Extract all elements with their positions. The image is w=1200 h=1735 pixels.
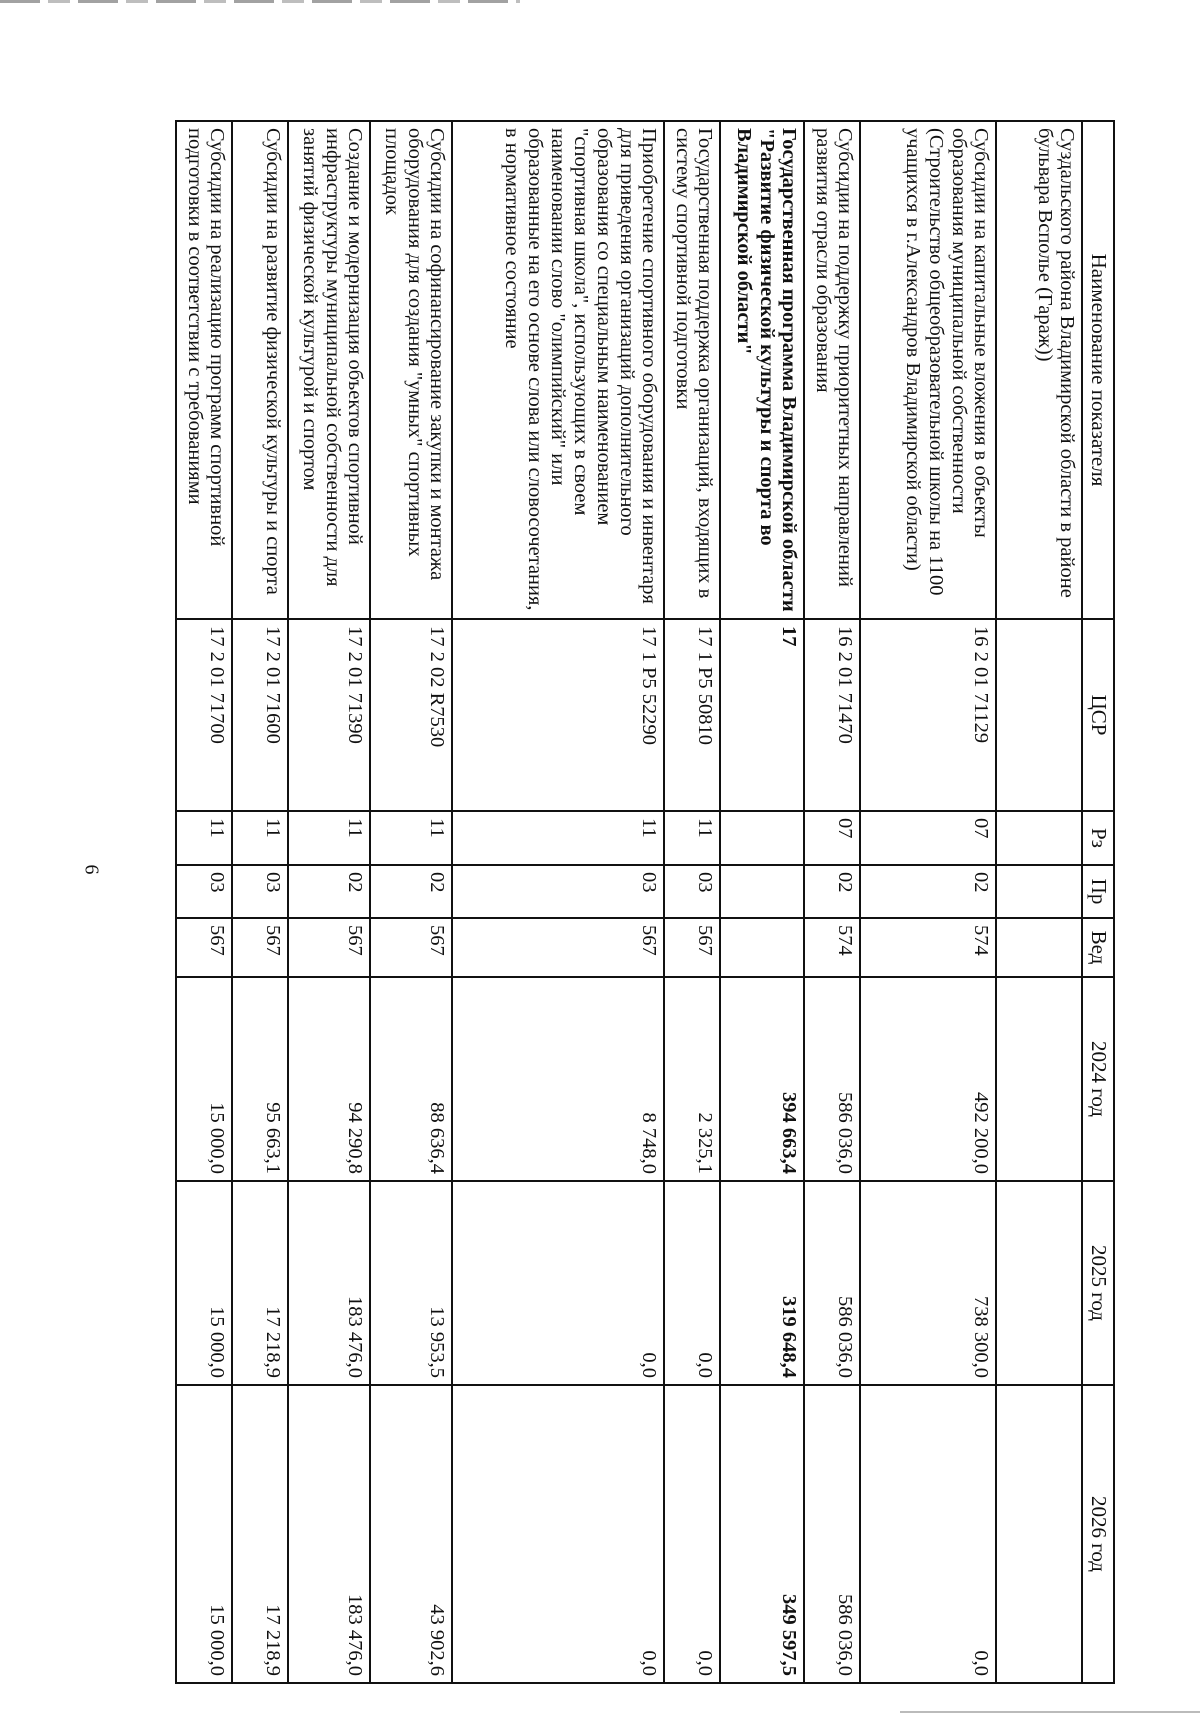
cell-pr: 02 bbox=[288, 865, 370, 918]
cell-2026 bbox=[996, 1385, 1082, 1683]
cell-csr: 17 bbox=[720, 619, 804, 811]
header-pr: Пр bbox=[1082, 865, 1114, 918]
cell-csr: 17 2 01 71390 bbox=[288, 619, 370, 811]
cell-name: Субсидии на развитие физической культуры и спорта bbox=[232, 121, 288, 619]
cell-2025: 0,0 bbox=[452, 1181, 664, 1385]
cell-ved: 567 bbox=[664, 918, 720, 977]
cell-ved: 574 bbox=[860, 918, 996, 977]
table-row bbox=[804, 121, 860, 1683]
cell-2024: 8 748,0 bbox=[452, 977, 664, 1181]
cell-2026: 0,0 bbox=[860, 1385, 996, 1683]
cell-rz: 11 bbox=[232, 811, 288, 865]
cell-2026: 0,0 bbox=[664, 1385, 720, 1683]
cell-csr: 17 2 01 71700 bbox=[176, 619, 232, 811]
cell-name: Суздальского района Владимирской области в районе бульвара Всполье (Гараж)) bbox=[996, 121, 1082, 619]
table-row bbox=[860, 121, 996, 1683]
header-csr: ЦСР bbox=[1082, 619, 1114, 811]
cell-ved: 567 bbox=[370, 918, 452, 977]
cell-pr: 03 bbox=[176, 865, 232, 918]
cell-2025: 15 000,0 bbox=[176, 1181, 232, 1385]
cell-pr: 02 bbox=[804, 865, 860, 918]
cell-2026: 43 902,6 bbox=[370, 1385, 452, 1683]
header-2026: 2026 год bbox=[1082, 1385, 1114, 1683]
cell-2025: 738 300,0 bbox=[860, 1181, 996, 1385]
table-row bbox=[288, 121, 370, 1683]
cell-name: Приобретение спортивного оборудования и инвентаря для приведения организаций дополнительного образования со специальным наименованием "спортивная школа", использующих в своем наименовании слово "олимпийский" или образованные на его основе слова или словосочетания, в нормативное состояние bbox=[452, 121, 664, 619]
cell-name: Субсидии на софинансирование закупки и монтажа оборудования для создания "умных" спортивных площадок bbox=[370, 121, 452, 619]
cell-pr: 02 bbox=[370, 865, 452, 918]
header-name: Наименование показателя bbox=[1082, 121, 1114, 619]
cell-2025: 319 648,4 bbox=[720, 1181, 804, 1385]
cell-2026: 586 036,0 bbox=[804, 1385, 860, 1683]
cell-rz: 07 bbox=[860, 811, 996, 865]
cell-csr: 16 2 01 71470 bbox=[804, 619, 860, 811]
cell-pr: 03 bbox=[664, 865, 720, 918]
scan-edge-top bbox=[0, 0, 520, 3]
rotated-table-wrapper bbox=[176, 120, 1115, 1682]
cell-name: Субсидии на реализацию программ спортивной подготовки в соответствии с требованиями bbox=[176, 121, 232, 619]
cell-ved bbox=[996, 918, 1082, 977]
cell-name: Государственная программа Владимирской области "Развитие физической культуры и спорта во Владимирской области" bbox=[720, 121, 804, 619]
cell-pr: 02 bbox=[860, 865, 996, 918]
table-row bbox=[232, 121, 288, 1683]
cell-2024: 394 663,4 bbox=[720, 977, 804, 1181]
page-number: 6 bbox=[80, 864, 103, 875]
cell-ved: 567 bbox=[452, 918, 664, 977]
cell-2025: 183 476,0 bbox=[288, 1181, 370, 1385]
cell-2024: 94 290,8 bbox=[288, 977, 370, 1181]
table-header-row bbox=[1082, 121, 1114, 1683]
cell-rz bbox=[720, 811, 804, 865]
cell-rz: 11 bbox=[176, 811, 232, 865]
cell-ved: 567 bbox=[232, 918, 288, 977]
cell-2024 bbox=[996, 977, 1082, 1181]
table-row bbox=[176, 121, 232, 1683]
cell-pr: 03 bbox=[452, 865, 664, 918]
table-row bbox=[664, 121, 720, 1683]
cell-2024: 492 200,0 bbox=[860, 977, 996, 1181]
cell-2025 bbox=[996, 1181, 1082, 1385]
table-row bbox=[452, 121, 664, 1683]
cell-2026: 15 000,0 bbox=[176, 1385, 232, 1683]
cell-ved: 567 bbox=[288, 918, 370, 977]
cell-pr bbox=[720, 865, 804, 918]
cell-pr bbox=[996, 865, 1082, 918]
cell-2026: 0,0 bbox=[452, 1385, 664, 1683]
cell-csr bbox=[996, 619, 1082, 811]
cell-2025: 17 218,9 bbox=[232, 1181, 288, 1385]
cell-2025: 0,0 bbox=[664, 1181, 720, 1385]
header-ved: Вед bbox=[1082, 918, 1114, 977]
cell-2024: 95 663,1 bbox=[232, 977, 288, 1181]
cell-rz bbox=[996, 811, 1082, 865]
cell-csr: 16 2 01 71129 bbox=[860, 619, 996, 811]
cell-ved bbox=[720, 918, 804, 977]
cell-rz: 11 bbox=[664, 811, 720, 865]
cell-csr: 17 2 01 71600 bbox=[232, 619, 288, 811]
cell-rz: 07 bbox=[804, 811, 860, 865]
cell-2026: 17 218,9 bbox=[232, 1385, 288, 1683]
table-row bbox=[370, 121, 452, 1683]
header-rz: Рз bbox=[1082, 811, 1114, 865]
header-2024: 2024 год bbox=[1082, 977, 1114, 1181]
cell-2024: 2 325,1 bbox=[664, 977, 720, 1181]
cell-2026: 349 597,5 bbox=[720, 1385, 804, 1683]
table-row bbox=[996, 121, 1082, 1683]
cell-name: Субсидии на поддержку приоритетных направлений развития отрасли образования bbox=[804, 121, 860, 619]
header-2025: 2025 год bbox=[1082, 1181, 1114, 1385]
cell-ved: 567 bbox=[176, 918, 232, 977]
cell-pr: 03 bbox=[232, 865, 288, 918]
cell-rz: 11 bbox=[370, 811, 452, 865]
cell-2026: 183 476,0 bbox=[288, 1385, 370, 1683]
cell-2024: 15 000,0 bbox=[176, 977, 232, 1181]
cell-name: Создание и модернизация объектов спортивной инфраструктуры муниципальной собственности для занятий физической культурой и спортом bbox=[288, 121, 370, 619]
cell-rz: 11 bbox=[452, 811, 664, 865]
scan-edge-bottom bbox=[900, 1711, 1200, 1713]
cell-name: Государственная поддержка организаций, входящих в систему спортивной подготовки bbox=[664, 121, 720, 619]
cell-2025: 586 036,0 bbox=[804, 1181, 860, 1385]
cell-2025: 13 953,5 bbox=[370, 1181, 452, 1385]
cell-2024: 586 036,0 bbox=[804, 977, 860, 1181]
table-row bbox=[720, 121, 804, 1683]
cell-2024: 88 636,4 bbox=[370, 977, 452, 1181]
cell-csr: 17 1 P5 50810 bbox=[664, 619, 720, 811]
cell-rz: 11 bbox=[288, 811, 370, 865]
cell-ved: 574 bbox=[804, 918, 860, 977]
cell-name: Субсидии на капитальные вложения в объекты образования муниципальной собственности (Строительство общеобразовательной школы на 1100 учащихся в г.Александров Владимирской области) bbox=[860, 121, 996, 619]
cell-csr: 17 2 02 R7530 bbox=[370, 619, 452, 811]
budget-table bbox=[175, 120, 1115, 1684]
cell-csr: 17 1 P5 52290 bbox=[452, 619, 664, 811]
